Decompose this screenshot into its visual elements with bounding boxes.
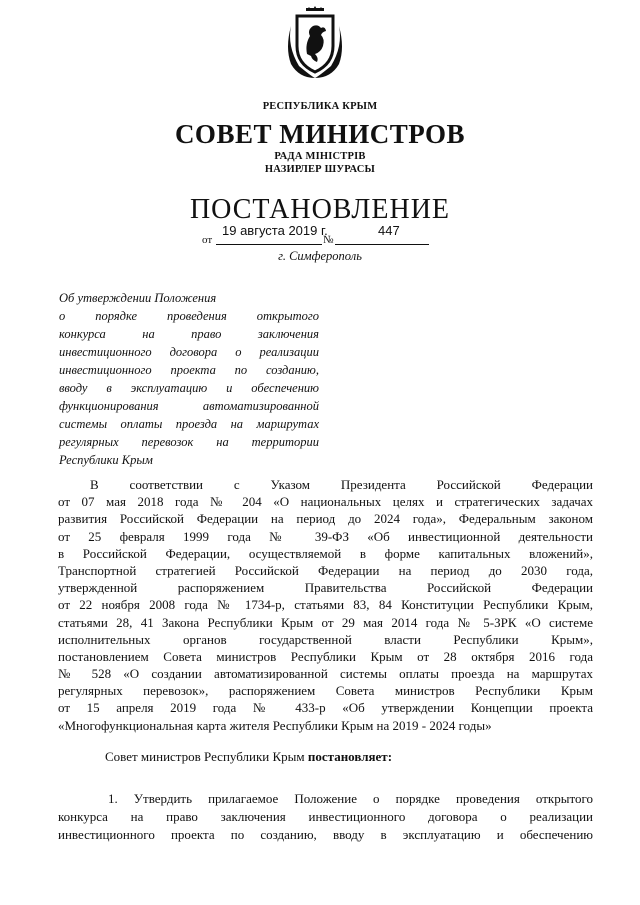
rada-ministriv-heading: РАДА МІНІСТРІВ xyxy=(274,151,366,162)
preamble-line: в Российской Федерации, осуществляемой в форме капитальных вложений», xyxy=(58,545,593,561)
naziler-shurasy-heading: НАЗИРЛЕР ШУРАСЫ xyxy=(264,164,376,175)
preamble-line: от 15 апреля 2019 года № 433-р «Об утверждении Концепции проекта xyxy=(58,700,593,716)
handwritten-number: 447 xyxy=(378,223,400,238)
preamble-line: Транспортной стратегией Российской Федерации на период до 2030 года, xyxy=(58,562,593,578)
preamble-line: исполнительных органов государственной власти Республики Крым», xyxy=(58,631,593,647)
subject-line: инвестиционного проекта по созданию, xyxy=(59,363,319,377)
preamble-paragraph xyxy=(58,476,593,734)
preamble-line: от 07 мая 2018 года № 204 «О национальных целях и стратегических задачах xyxy=(58,494,593,510)
preamble-line: от 25 февраля 1999 года № 39-ФЗ «Об инвестиционной деятельности xyxy=(58,528,593,544)
city-name: г. Симферополь xyxy=(278,249,362,263)
number-line xyxy=(335,244,429,245)
subject-line: Республики Крым xyxy=(59,453,153,467)
decree-title: ПОСТАНОВЛЕНИЕ xyxy=(189,194,451,225)
number-prefix: № xyxy=(323,234,334,246)
subject-line: Об утверждении Положения xyxy=(59,291,217,305)
subject-line: конкурса на право заключения xyxy=(59,327,319,341)
resolving-lead: Совет министров Республики Крым xyxy=(105,749,305,764)
republic-heading: РЕСПУБЛИКА КРЫМ xyxy=(262,101,378,112)
clause-1-line: инвестиционного проекта по созданию, вводу в эксплуатацию и обеспечению xyxy=(58,827,593,842)
decree-date-number-row xyxy=(0,223,640,247)
preamble-line: постановлением Совета министров Республики Крым от 28 октября 2016 года xyxy=(58,648,593,664)
subject-line: вводу в эксплуатацию и обеспечению xyxy=(59,381,319,395)
preamble-line: от 22 ноября 2008 года № 1734-р, статьями 83, 84 Конституции Республики Крым, xyxy=(58,597,593,613)
crimea-coat-of-arms-icon xyxy=(285,6,345,80)
clause-1-line: конкурса на право заключения инвестиционного договора о реализации xyxy=(58,809,593,824)
clause-1 xyxy=(58,790,593,844)
resolving-verb: постановляет: xyxy=(307,749,393,764)
decree-subject xyxy=(59,289,319,469)
preamble-line: статьями 28, 41 Закона Республики Крым от 29 мая 2014 года № 5-ЗРК «О системе xyxy=(58,614,593,630)
preamble-line: В соответствии с Указом Президента Российской Федерации xyxy=(90,477,593,492)
subject-line: о порядке проведения открытого xyxy=(59,309,319,323)
date-prefix: от xyxy=(202,234,213,246)
subject-line: регулярных перевозок на территории xyxy=(59,435,319,449)
handwritten-date: 19 августа 2019 г. xyxy=(222,223,328,238)
clause-1-line: 1. Утвердить прилагаемое Положение о порядке проведения открытого xyxy=(108,791,593,806)
subject-line: функционирования автоматизированной xyxy=(59,399,319,413)
date-line xyxy=(216,244,322,245)
preamble-line: «Многофункциональная карта жителя Республики Крым на 2019 - 2024 годы» xyxy=(58,717,492,733)
preamble-line: утвержденной распоряжением Правительства Российской Федерации xyxy=(58,580,593,596)
resolving-clause xyxy=(105,749,392,765)
preamble-line: регулярных перевозок», распоряжением Совета министров Республики Крым xyxy=(58,683,593,699)
preamble-line: № 528 «О создании автоматизированной системы оплаты проезда на маршрутах xyxy=(58,666,593,682)
subject-line: системы оплаты проезда на маршрутах xyxy=(59,417,319,431)
subject-line: инвестиционного договора о реализации xyxy=(59,345,319,359)
council-of-ministers-title: СОВЕТ МИНИСТРОВ xyxy=(174,119,466,149)
preamble-line: развития Российской Федерации на период до 2024 года», Федеральным законом xyxy=(58,511,593,527)
